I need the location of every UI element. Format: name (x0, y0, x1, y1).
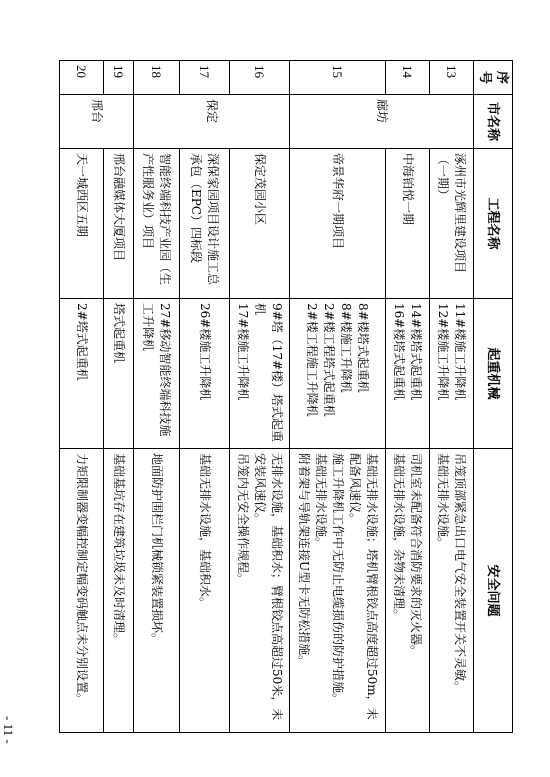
header-city: 市名称 (474, 95, 513, 149)
row-project: 深保家园项目设计施工总承包（EPC）四标段 (180, 149, 230, 299)
row-issues (134, 449, 180, 733)
issue-item: 基础无排水设施，杂物未清理。 (392, 453, 407, 622)
row-cranes (386, 299, 430, 449)
issue-item: 基础无排水设施，基础积水。 (198, 453, 212, 610)
crane-item: 9#塔（17#楼）塔式起重机 (253, 303, 284, 443)
crane-item: 8#楼施工升降机 (339, 303, 354, 393)
row-issues (430, 449, 474, 733)
crane-safety-issues-table (59, 60, 513, 733)
crane-item: 16#楼塔式起重机 (392, 303, 407, 401)
table-row (290, 61, 386, 733)
issue-item: 吊笼顶部紧急出口电气安全装置开关不灵敏。 (453, 453, 468, 694)
issue-item: 基础无排水设施；塔机臂根铰点高度超过50m，未配备风速仪。 (348, 453, 379, 720)
header-issues: 安全问题 (474, 449, 513, 733)
crane-item: 17#楼施工升降机 (236, 303, 250, 401)
crane-item: 2#楼工程塔式起重机 (322, 303, 337, 417)
row-cranes (60, 299, 104, 449)
rotated-table-page (55, 60, 513, 732)
row-seq: 18 (134, 61, 180, 95)
header-seq: 序号 (474, 61, 513, 95)
issue-item: 司机室未配备符合消防要求的灭火器。 (409, 453, 424, 658)
row-issues (104, 449, 134, 733)
row-cranes (134, 299, 180, 449)
row-project: 智能终端科技产业园（生产性服务业）项目 (134, 149, 180, 299)
issue-item: 力矩限制器变幅控制定幅变码触点未分别设置。 (75, 453, 89, 706)
row-city: 廊坊 (290, 95, 474, 149)
table-row (104, 61, 134, 733)
row-seq: 13 (430, 61, 474, 95)
table-row (430, 61, 474, 733)
row-issues (180, 449, 230, 733)
issue-item: 基础无排水设施。 (436, 453, 451, 550)
crane-item: 12#楼施工升降机 (436, 303, 451, 401)
crane-item: 26#楼施工升降机 (198, 303, 212, 401)
row-cranes (104, 299, 134, 449)
row-seq: 17 (180, 61, 230, 95)
issue-item: 基础无排水设施。 (314, 453, 328, 550)
row-cranes (290, 299, 386, 449)
row-issues (290, 449, 386, 733)
row-project: 保定茂园小区 (230, 149, 290, 299)
row-project: 涿州市光辉里建设项目（一期） (430, 149, 474, 299)
table-row (230, 61, 290, 733)
row-city: 邢台 (60, 95, 134, 149)
issue-item: 基础基坑存在建筑垃圾未及时清理。 (112, 453, 126, 646)
issue-item: 吊笼内无安全操作规程。 (236, 453, 250, 586)
table-row (386, 61, 430, 733)
row-project: 邢台融媒体大厦项目 (104, 149, 134, 299)
row-seq: 15 (290, 61, 386, 95)
crane-item: 2#楼工程施工升降机 (305, 303, 320, 417)
row-project: 帝景华府一期项目 (290, 149, 386, 299)
crane-item: 14#楼塔式起重机 (409, 303, 424, 401)
table-row (134, 61, 180, 733)
table-header-row (474, 61, 513, 733)
header-project: 工程名称 (474, 149, 513, 299)
row-seq: 20 (60, 61, 104, 95)
table-row (60, 61, 104, 733)
row-cranes (230, 299, 290, 449)
row-cranes (430, 299, 474, 449)
crane-item: 11#楼施工升降机 (453, 303, 468, 401)
row-issues (386, 449, 430, 733)
row-cranes (180, 299, 230, 449)
table-row (180, 61, 230, 733)
crane-item: 8#楼塔式起重机 (356, 303, 371, 393)
row-project: 天一城西区五期 (60, 149, 104, 299)
issue-item: 地面防护围栏门机械锁紧装置损坏。 (150, 453, 164, 646)
crane-item: 2#塔式起重机 (75, 303, 89, 381)
issue-item: 附着架与导轨架连接U型卡无防松措施。 (297, 453, 311, 668)
row-issues (60, 449, 104, 733)
row-city: 保定 (134, 95, 290, 149)
row-seq: 14 (386, 61, 430, 95)
page-number: - 11 - (1, 716, 16, 744)
row-issues (230, 449, 290, 733)
row-seq: 16 (230, 61, 290, 95)
issue-item: 无排水设施，基础积水；臂根铰点高超过50米，未安装风速仪。 (253, 453, 284, 721)
row-seq: 19 (104, 61, 134, 95)
header-crane: 起重机械 (474, 299, 513, 449)
row-project: 中海铂悦一期 (386, 149, 430, 299)
crane-item: 27#移动智能终端科技施工升降机 (141, 303, 173, 437)
crane-item: 塔式起重机 (112, 303, 126, 364)
issue-item: 施工升降机工作中无防止电缆损伤的防护措施。 (331, 453, 345, 706)
